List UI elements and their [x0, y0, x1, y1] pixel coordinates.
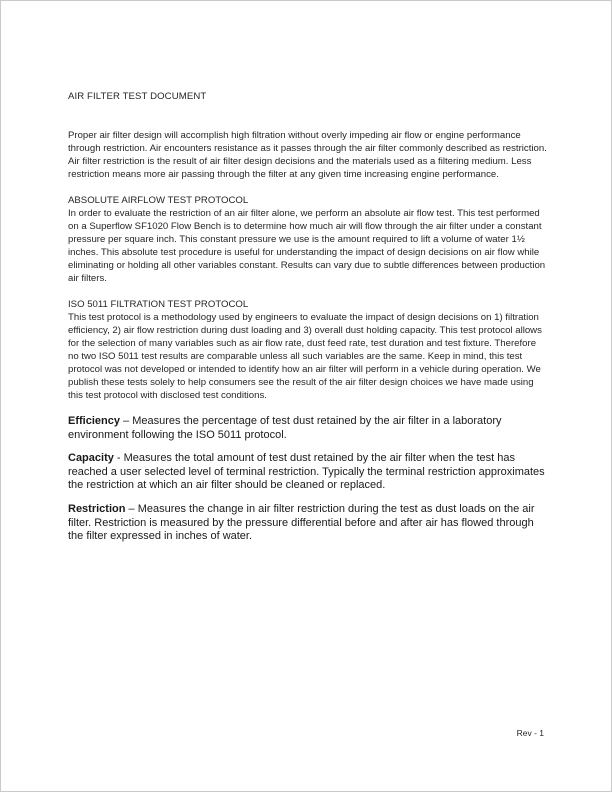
definition-text: – Measures the percentage of test dust retained by the air filter in a laboratory environment following the ISO 5011 protocol. — [68, 415, 502, 441]
section-heading: ABSOLUTE AIRFLOW TEST PROTOCOL — [68, 195, 249, 206]
section-heading: ISO 5011 FILTRATION TEST PROTOCOL — [68, 299, 249, 310]
definition-term: Restriction — [68, 502, 126, 515]
section-body: In order to evaluate the restriction of an air filter alone, we perform an absolute air flow test. This test performed on a Superflow SF1020 Flow Bench is to determine how much air will flow through the air filter under a constant pressure per square inch. This constant pressure we use is the amount required to lift a volume of water 1½ inches. This absolute test procedure is useful for understanding the impact of design decisions on air flow while eliminating or holding all other variables constant. Results can vary due to subtle differences between production air filters. — [68, 208, 546, 284]
definition-text: – Measures the change in air filter restriction during the test as dust loads on the air filter. Restriction is measured by the pressure differential before and after air has flowed through the filter expressed in inches of water. — [68, 502, 535, 543]
definition-term: Efficiency — [68, 415, 120, 427]
section-iso-5011 — [68, 298, 547, 402]
definition-term: Capacity — [68, 452, 114, 465]
revision-footer: Rev - 1 — [516, 728, 544, 738]
section-body: This test protocol is a methodology used by engineers to evaluate the impact of design decisions on 1) filtration efficiency, 2) air flow restriction during dust loading and 3) overall dust holding capacity. This test protocol allows for the selection of many variables such as air flow rate, dust feed rate, test duration and test fixture. Therefore no two ISO 5011 test results are comparable unless all such variables are the same. Keep in mind, this test protocol was not developed or intended to identify how an air filter will perform in a vehicle during operation. We publish these tests solely to help consumers see the result of the air filter design choices we have made using this test protocol with disclosed test conditions. — [68, 312, 542, 401]
page-title: AIR FILTER TEST DOCUMENT — [68, 91, 207, 102]
intro-paragraph: Proper air filter design will accomplish high filtration without overly impeding air flow or engine performance through restriction. Air encounters resistance as it passes through the air filter commonly described as restriction. Air filter restriction is the result of air filter design decisions and the materials used as a filtering medium. Less restriction means more air passing through the filter at any given time increasing engine performance. — [68, 130, 547, 180]
definition-capacity — [68, 452, 547, 493]
definitions-list — [68, 415, 547, 544]
document-content — [68, 90, 547, 554]
definition-text: - Measures the total amount of test dust retained by the air filter when the test has reached a user selected level of terminal restriction. Typically the terminal restriction approximates the restriction at which an air filter should be cleaned or replaced. — [68, 452, 545, 492]
section-absolute-airflow — [68, 194, 547, 285]
definition-efficiency — [68, 415, 547, 442]
definition-restriction — [68, 503, 547, 544]
